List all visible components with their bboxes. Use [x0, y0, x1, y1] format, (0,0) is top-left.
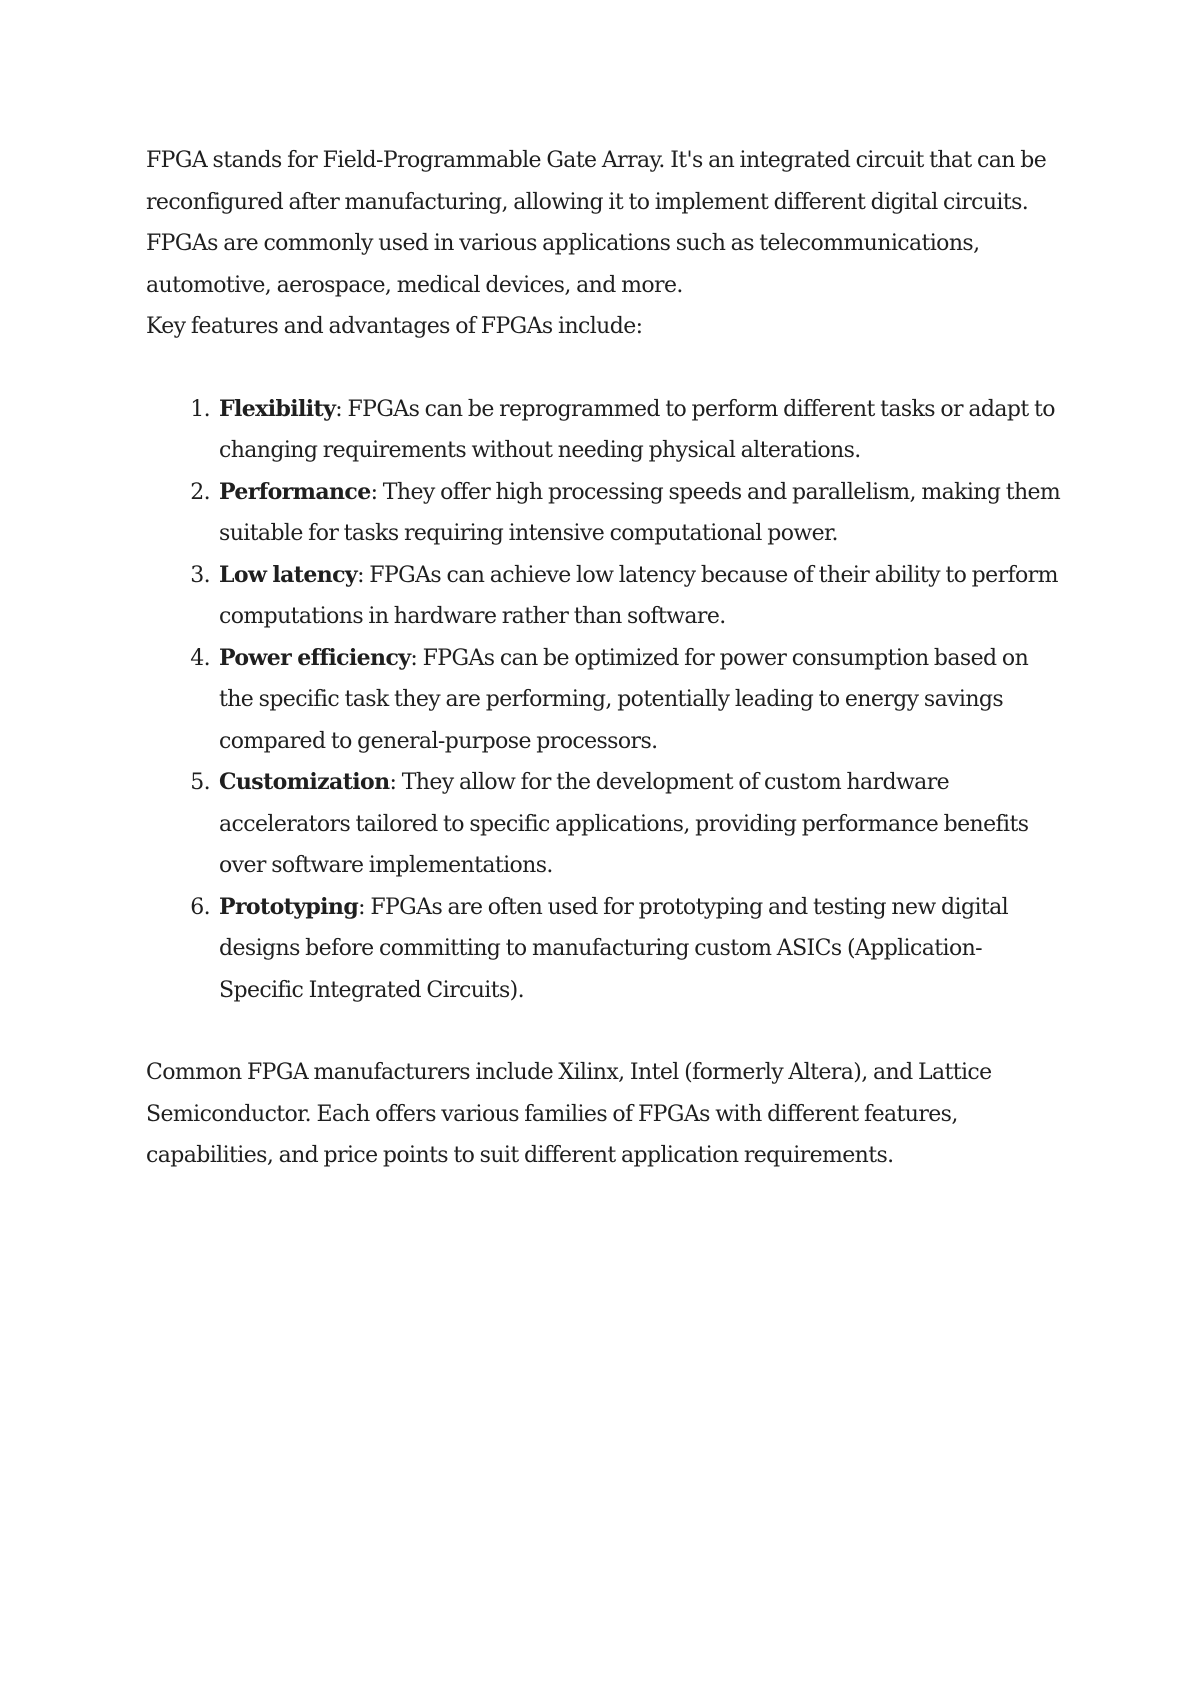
closing-paragraph: Common FPGA manufacturers include Xilinx, Intel (formerly Altera), and Lattice Semiconductor. Each offers various families of FPGAs with different features, capabilities, and price points to suit different application requirements. [146, 1060, 992, 1168]
list-number: 5. [190, 770, 210, 795]
list-item [146, 472, 1066, 555]
list-item [146, 389, 1066, 472]
list-number: 3. [190, 562, 210, 588]
feature-term: Power efficiency [219, 644, 411, 671]
document-page [146, 140, 1066, 1177]
feature-description: : FPGAs are often used for prototyping and testing new digital designs before committing to manufacturing custom ASICs (Application-Specific Integrated Circuits). [219, 894, 1009, 1003]
feature-term: Low latency [219, 561, 358, 588]
intro-paragraph: FPGA stands for Field-Programmable Gate Array. It's an integrated circuit that can be reconfigured after manufacturing, allowing it to implement different digital circuits. FPGAs are commonly used in various applications such as telecommunications, automotive, aerospace, medical devices, and more. [146, 148, 1047, 298]
feature-description: : FPGAs can be reprogrammed to perform different tasks or adapt to changing requirements without needing physical alterations. [219, 396, 1055, 463]
feature-description: : They allow for the development of custom hardware accelerators tailored to specific applications, providing performance benefits over software implementations. [219, 770, 1029, 878]
list-item [146, 555, 1066, 638]
list-item [146, 638, 1066, 763]
list-number: 4. [190, 645, 210, 671]
list-number: 1. [190, 396, 210, 422]
feature-term: Prototyping [219, 893, 359, 920]
feature-description: : FPGAs can be optimized for power consumption based on the specific task they are performing, potentially leading to energy savings compared to general-purpose processors. [219, 645, 1029, 754]
list-number: 6. [190, 894, 210, 920]
feature-description: : They offer high processing speeds and parallelism, making them suitable for tasks requiring intensive computational power. [219, 479, 1061, 546]
features-lead-in: Key features and advantages of FPGAs include: [146, 314, 643, 339]
list-number: 2. [190, 479, 210, 505]
list-item [146, 887, 1066, 1012]
feature-term: Performance [219, 478, 371, 505]
feature-term: Flexibility [219, 395, 336, 422]
feature-term: Customization [219, 769, 390, 795]
feature-description: : FPGAs can achieve low latency because of their ability to perform computations in hardware rather than software. [219, 562, 1058, 629]
list-item [146, 762, 1066, 887]
features-list [146, 389, 1066, 1012]
